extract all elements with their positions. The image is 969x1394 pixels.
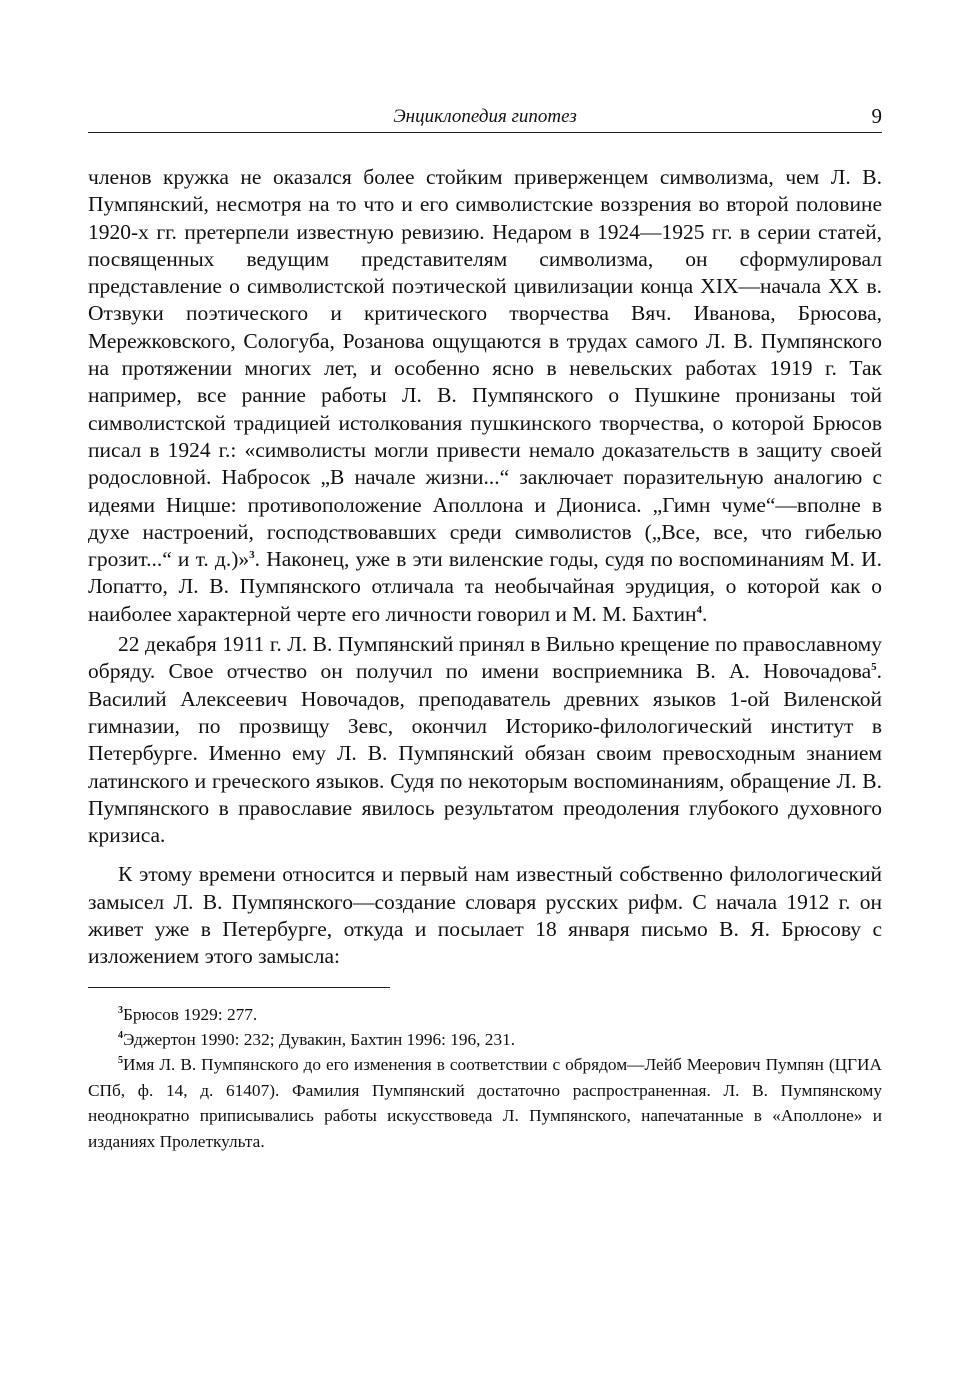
main-text [88,164,882,971]
footnote-4-text: Эджертон 1990: 232; Дувакин, Бахтин 1996: 196, 231. [123,1030,516,1050]
footnote-5-mark: 5 [118,1055,123,1067]
footnote-3-text: Брюсов 1929: 277. [123,1004,258,1024]
footnote-ref-4: 4 [696,603,702,616]
paragraph-2-text-b: . Василий Алексеевич Новочадов, преподаватель древних языков 1-ой Виленской гимназии, по прозвищу Зевс, окончил Историко-филологический институт в Петербурге. Именно ему Л. В. Пумпянский обязан своим превосходным знанием латинского и греческого языков. Судя по некоторым воспоминаниям, обращение Л. В. Пумпянского в православие явилось результатом преодоления глубокого духовного кризиса. [88,659,882,848]
footnotes [88,1002,882,1154]
paragraph-2-text-a: 22 декабря 1911 г. Л. В. Пумпянский принял в Вильно крещение по православному обряду. Свое отчество он получил по имени восприемника В. А. Новочадова [88,632,882,684]
footnote-separator [88,987,390,988]
paragraph-2 [88,631,882,849]
book-page [88,100,882,1154]
footnote-4 [88,1027,882,1052]
footnote-5-text: Имя Л. В. Пумпянского до его изменения в соответствии с обрядом—Лейб Меерович Пумпян (ЦГИА СПб, ф. 14, д. 61407). Фамилия Пумпянский достаточно распространенная. Л. В. Пумпянскому неоднократно приписывались работы искусствоведа Л. Пумпянского, напечатанные в «Аполлоне» и изданиях Пролеткульта. [88,1055,882,1151]
running-header [88,100,882,134]
footnote-ref-3: 3 [249,549,255,562]
footnote-4-mark: 4 [118,1030,123,1042]
paragraph-1-text-c: . [701,601,708,626]
footnote-3 [88,1002,882,1027]
page-number: 9 [871,104,882,128]
running-title: Энциклопедия гипотез [393,106,577,127]
footnote-ref-5: 5 [871,661,877,674]
paragraph-1 [88,164,882,628]
paragraph-3: К этому времени относится и первый нам известный собственно филологический замысел Л. В. Пумпянского—создание словаря русских рифм. С начала 1912 г. он живет уже в Петербурге, откуда и посылает 18 января письмо В. Я. Брюсову с изложением этого замысла: [88,862,882,969]
footnote-5 [88,1052,882,1154]
header-rule [88,132,882,133]
footnote-3-mark: 3 [118,1004,123,1016]
paragraph-1-text-b: . Наконец, уже в эти виленские годы, судя по воспоминаниям М. И. Лопатто, Л. В. Пумпянского отличала та необычайная эрудиция, о которой как о наиболее характерной черте его личности говорил и М. М. Бахтин [88,547,882,626]
paragraph-1-text-a: членов кружка не оказался более стойким приверженцем символизма, чем Л. В. Пумпянский, несмотря на то что и его символистские воззрения во второй половине 1920-х гг. претерпели известную ревизию. Недаром в 1924—1925 гг. в серии статей, посвященных ведущим представителям символизма, он сформулировал представление о символистской поэтической цивилизации конца XIX—начала XX в. Отзвуки поэтического и критического творчества Вяч. Иванова, Брюсова, Мережковского, Сологуба, Розанова ощущаются в трудах самого Л. В. Пумпянского на протяжении многих лет, и особенно ясно в невельских работах 1919 г. Так например, все ранние работы Л. В. Пумпянского о Пушкине пронизаны той символистской традицией истолкования пушкинского творчества, о которой Брюсов писал в 1924 г.: «символисты могли привести немало доказательств в защиту своей родословной. Набросок „В начале жизни...“ заключает поразительную аналогию с идеями Ницше: противоположение Аполлона и Диониса. „Гимн чуме“—вполне в духе настроений, господствовавших среди символистов („Все, все, что гибелью грозит...“ и т. д.)» [88,165,882,572]
